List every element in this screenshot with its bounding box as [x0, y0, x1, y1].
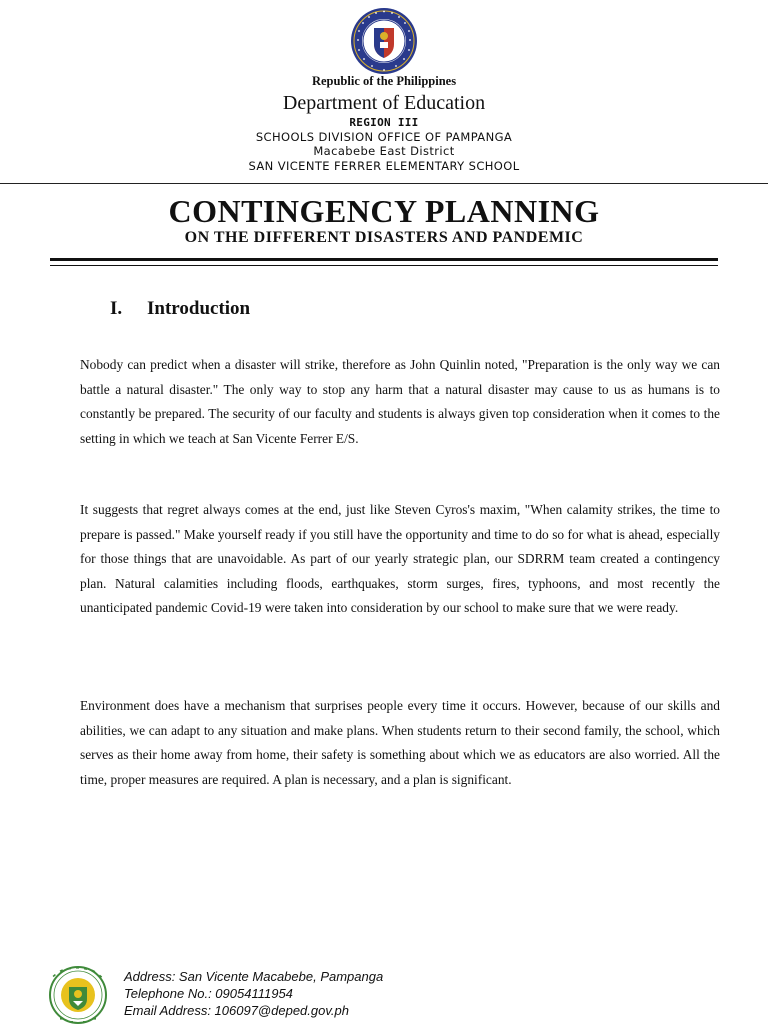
document-subtitle: ON THE DIFFERENT DISASTERS AND PANDEMIC: [184, 229, 584, 246]
republic-line: Republic of the Philippines: [311, 74, 457, 88]
header-divider: [0, 183, 768, 184]
footer-email: Email Address: 106097@deped.gov.ph: [124, 1003, 349, 1018]
intro-paragraph-3: Environment does have a mechanism that surprises people every time it occurs. However, because of our skills and abilities, we can adapt to any situation and make plans. When students return to their second family, the school, which serves as their home away from home, their safety is something about which we as educators are also worried. All the time, proper measures are required. A plan is necessary, and a plan is significant.: [80, 698, 720, 787]
footer-telephone: Telephone No.: 09054111954: [124, 986, 293, 1001]
title-divider-thick: [50, 258, 718, 261]
deped-seal-logo: [346, 6, 422, 76]
intro-paragraph-2: It suggests that regret always comes at the end, just like Steven Cyros's maxim, "When calamity strikes, the time to prepare is passed." Make yourself ready if you still have the opportunity and time to do so for what is ahead, especially for those things that are unavoidable. As part of our yearly strategic plan, our SDRRM team created a contingency plan. Natural calamities including floods, earthquakes, storm surges, fires, typhoons, and most recently the unanticipated pandemic Covid-19 were taken into consideration by our school to make sure that we were ready.: [80, 502, 720, 615]
school-logo: [40, 965, 116, 1024]
intro-paragraph-1: Nobody can predict when a disaster will strike, therefore as John Quinlin noted, "Preparation is the only way we can battle a natural disaster." The only way to stop any harm that a natural disaster may cause to us as humans is to constantly be prepared. The security of our faculty and students is always given top consideration when it comes to the setting in which we teach at San Vicente Ferrer E/S.: [80, 357, 720, 446]
footer-address: Address: San Vicente Macabebe, Pampanga: [124, 969, 384, 984]
section-number: I.: [110, 298, 123, 319]
region-line: REGION III: [349, 116, 419, 129]
district-line: Macabebe East District: [313, 144, 455, 158]
department-name: Department of Education: [282, 92, 486, 114]
school-name: SAN VICENTE FERRER ELEMENTARY SCHOOL: [248, 159, 520, 173]
section-heading: [110, 298, 250, 320]
footer-contact: [124, 968, 383, 1019]
document-title: CONTINGENCY PLANNING: [168, 193, 600, 229]
title-divider-thin: [50, 265, 718, 266]
division-line: SCHOOLS DIVISION OFFICE OF PAMPANGA: [255, 130, 513, 144]
section-title: Introduction: [147, 298, 251, 319]
